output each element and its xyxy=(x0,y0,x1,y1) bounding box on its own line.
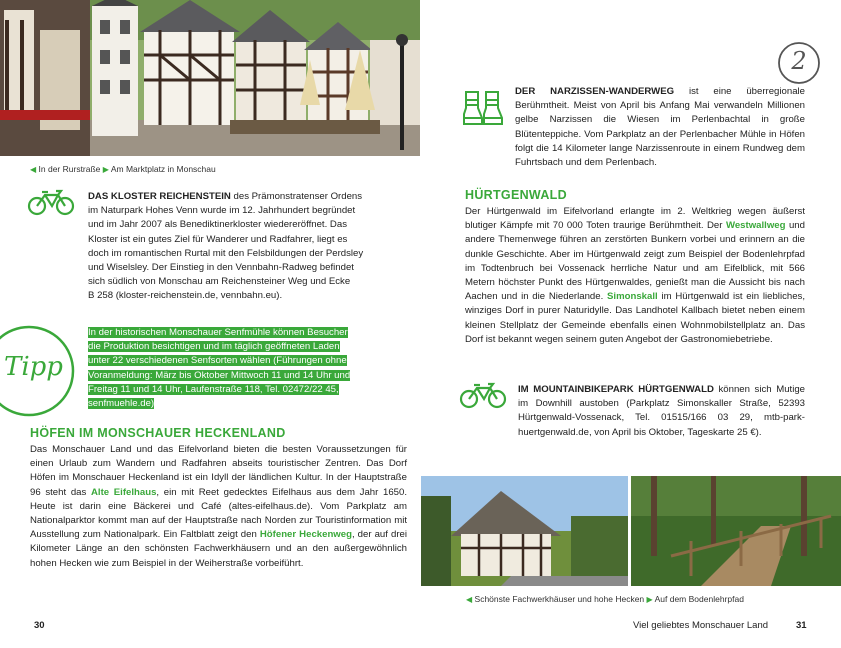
kloster-line: und im Jahr 2007 als Benediktinerkloster wiedereröffnet. Das xyxy=(88,219,347,231)
tipp-line: senfmuehle.de) xyxy=(88,398,155,410)
page-number-right: 31 xyxy=(796,620,807,631)
chapter-badge xyxy=(776,40,822,86)
tipp-line: die Produktion besichtigen und im täglich geöffneten Laden xyxy=(88,341,340,353)
running-title: Viel geliebtes Monschauer Land xyxy=(633,620,769,631)
kloster-line: doch im romantischen Rurtal mit den Felsbildungen der Perdsley xyxy=(88,247,364,259)
mtb-text: IM MOUNTAINBIKEPARK HÜRTGENWALD können sich Mutige im Downhill austoben (Parkplatz Simonskaller Straße, 52393 Hürtgenwald-Vossenack, Tel. 01515/166 03 29, mtb-park-huertgenwald.de, von April bis Oktober, Tageskarte 25 €). xyxy=(518,384,805,438)
tipp-line: Voranmeldung: März bis Oktober Mittwoch 11 und 14 Uhr und xyxy=(88,369,351,381)
tipp-line: Freitag 11 und 14 Uhr, Laufenstraße 118, Tel. 02472/22 45, xyxy=(88,383,339,395)
kloster-line: DAS KLOSTER REICHENSTEIN des Prämonstratenser Ordens xyxy=(88,191,363,202)
kloster-line: und Wiselsley. Der Einstieg in den Vennbahn-Radweg befindet xyxy=(88,262,354,274)
caret-left-icon: ◀ xyxy=(30,165,37,174)
tipp-badge xyxy=(0,322,78,420)
westwallweg-link[interactable]: Westwallweg xyxy=(725,220,786,232)
fachwerk-photo xyxy=(421,476,628,586)
chapter-number: 2 xyxy=(791,47,807,75)
monschau-photo xyxy=(0,0,420,156)
tipp-label: Tipp xyxy=(4,352,63,382)
hoefen-heading: HÖFEN IM MONSCHAUER HECKENLAND xyxy=(30,426,286,440)
huertgenwald-text: Der Hürtgenwald im Eifelvorland erlangte im 2. Weltkrieg wegen äußerst blutiger Kämpfe mit 70 000 Toten traurige Berühmtheit. Der Westwallweg und andere Themenwege führen an zerstörten Bunkern vorbei und erinnern an die dunkle Geschichte. Aber im Hürtgenwald zeigt zum Beispiel der Bodenlehrpfad im Todtenbruch bei Vossenack herrliche Natur und am Eifelblick, mit 566 Metern höchster Punkt des Hürtgenwaldes, genießt man die Aussicht bis nach Aachen und in die Niederlande. Simonskall im Hürtgenwald ist ein liebliches, winziges Dorf in purer Naturidylle. Das Landhotel Kallbach bietet neben einem kleinen Stellplatz der Gemeinde ebenfalls einen Wohnmobilstellplatz an. Das Dorf ist bekannt wegen seinem guten Angebot der Gastronomiebetriebe. xyxy=(465,206,805,345)
boots-icon xyxy=(460,88,506,133)
simonskall-link[interactable]: Simonskall xyxy=(607,291,658,303)
bodenlehrpfad-photo xyxy=(631,476,841,586)
caret-right-icon: ▶ xyxy=(102,165,109,174)
tipp-line: In der historischen Monschauer Senfmühle können Besucher xyxy=(88,327,348,338)
caret-right-icon: ▶ xyxy=(646,595,653,604)
tipp-line: unter 22 verschiedenen Senfsorten wählen (Führungen ohne xyxy=(88,355,347,367)
hoefen-text: Das Monschauer Land und das Eifelvorland bieten die besten Voraussetzungen für einen Urlaub zum Wandern und Radfahren abseits touristischer Zentren. Das Dorf Höfen im Monschauer Heckenland ist ein Idyll der ländlichen Kultur. In der Hauptstraße 96 steht das Alte Eifelhaus, ein mit Reet gedecktes Eifelhaus aus dem Jahr 1650. Heute ist darin eine Bäckerei und Café (altes-eifelhaus.de). Vom Parkplatz am Nationalparktor kommt man auf der Hauptstraße nach Norden zur Touristinformation mit Ausstellung zum Nationalpark. Ein Faltblatt zeigt den Höfener Heckenweg, der auf drei Kilometer Länge an den schönsten Fachwerkhäusern und an den außergewöhnlich hohen Hecken wie zum Beispiel in der Weiherstraße vorbeiführt. xyxy=(30,444,407,569)
kloster-line: B 258 (kloster-reichenstein.de, vennbahn.eu). xyxy=(88,290,283,302)
bottom-caption: ◀ Schönste Fachwerkhäuser und hohe Hecken ▶ Auf dem Bodenlehrpfad xyxy=(466,594,744,604)
alte-eifelhaus-link[interactable]: Alte Eifelhaus xyxy=(90,486,157,498)
monschau-caption: ◀ In der Rurstraße ▶ Am Marktplatz in Monschau xyxy=(30,164,216,174)
page-number-left: 30 xyxy=(34,620,45,631)
kloster-text xyxy=(88,190,406,304)
hoefener-heckenweg-link[interactable]: Höfener Heckenweg xyxy=(259,529,352,541)
caret-left-icon: ◀ xyxy=(466,595,473,604)
bike-icon-2 xyxy=(458,380,508,415)
kloster-line: im Naturpark Hohes Venn wurde im 12. Jahrhundert begründet xyxy=(88,205,356,217)
kloster-line: sich südlich von Monschau am Reichensteiner Weg und Ecke xyxy=(88,276,351,288)
bike-icon xyxy=(26,187,76,222)
tipp-text xyxy=(88,326,408,411)
kloster-line: Kloster ist ein gutes Ziel für Wanderer und Radfahrer, liegt es xyxy=(88,233,348,245)
narzissen-text: DER NARZISSEN-WANDERWEG ist eine überregionale Berühmtheit. Meist von April bis Anfang Mai verwandeln Millionen gelbe Narzissen die Wiesen im Perlenbachtal in große Blütenteppiche. Vom Parkplatz an der Perlenbacher Mühle in Höfen folgt die 14 Kilometer lange Narzissenroute in einem Rundweg dem Fuhrtsbach und dem Perlenbach. xyxy=(515,86,806,169)
huertgenwald-heading: HÜRTGENWALD xyxy=(465,188,567,202)
